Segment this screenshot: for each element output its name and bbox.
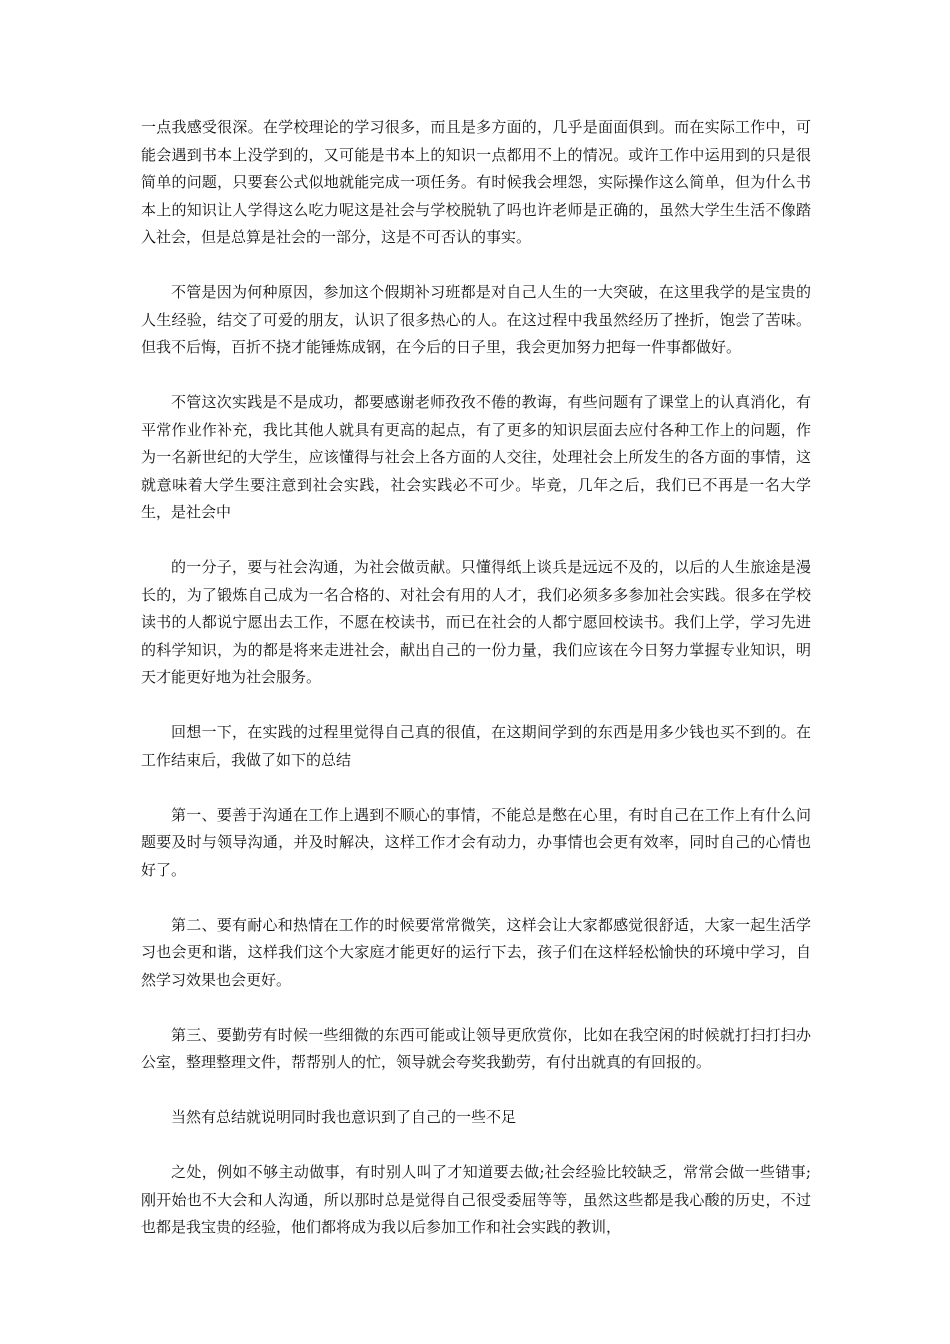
paragraph-8: 第三、要勤劳有时候一些细微的东西可能或让领导更欣赏你，比如在我空闲的时候就打扫打扫办公室，整理整理文件，帮帮别人的忙，领导就会夸奖我勤劳，有付出就真的有回报的。: [141, 1025, 811, 1071]
paragraph-6: 第一、要善于沟通在工作上遇到不顺心的事情，不能总是憋在心里，有时自己在工作上有什么问题要及时与领导沟通，并及时解决，这样工作才会有动力，办事情也会更有效率，同时自己的心情也好了。: [141, 805, 811, 879]
paragraph-10: 之处，例如不够主动做事，有时别人叫了才知道要去做;社会经验比较缺乏，常常会做一些错事;刚开始也不大会和人沟通，所以那时总是觉得自己很受委屈等等，虽然这些都是我心酸的历史，不过也都是我宝贵的经验，他们都将成为我以后参加工作和社会实践的教训，: [141, 1163, 811, 1236]
paragraph-5: 回想一下，在实践的过程里觉得自己真的很值，在这期间学到的东西是用多少钱也买不到的。在工作结束后，我做了如下的总结: [141, 723, 811, 769]
paragraph-9: 当然有总结就说明同时我也意识到了自己的一些不足: [171, 1108, 517, 1126]
paragraph-4: 的一分子，要与社会沟通，为社会做贡献。只懂得纸上谈兵是远远不及的，以后的人生旅途是漫长的，为了锻炼自己成为一名合格的、对社会有用的人才，我们必须多多参加社会实践。很多在学校读书的人都说宁愿出去工作，不愿在校读书，而已在社会的人都宁愿回校读书。我们上学，学习先进的科学知识，为的都是将来走进社会，献出自己的一份力量，我们应该在今日努力掌握专业知识，明天才能更好地为社会服务。: [141, 558, 811, 686]
paragraph-1: 一点我感受很深。在学校理论的学习很多，而且是多方面的，几乎是面面俱到。而在实际工作中，可能会遇到书本上没学到的，又可能是书本上的知识一点都用不上的情况。或许工作中运用到的只是很简单的问题，只要套公式似地就能完成一项任务。有时候我会埋怨，实际操作这么简单，但为什么书本上的知识让人学得这么吃力呢这是社会与学校脱轨了吗也许老师是正确的，虽然大学生生活不像踏入社会，但是总算是社会的一部分，这是不可否认的事实。: [141, 118, 811, 246]
document-body: [141, 114, 811, 1269]
paragraph-3: 不管这次实践是不是成功，都要感谢老师孜孜不倦的教诲，有些问题有了课堂上的认真消化，有平常作业作补充，我比其他人就具有更高的起点，有了更多的知识层面去应付各种工作上的问题，作为一名新世纪的大学生，应该懂得与社会上各方面的人交往，处理社会上所发生的各方面的事情，这就意味着大学生要注意到社会实践，社会实践必不可少。毕竟，几年之后，我们已不再是一名大学生，是社会中: [141, 393, 811, 521]
paragraph-2: 不管是因为何种原因，参加这个假期补习班都是对自己人生的一大突破，在这里我学的是宝贵的人生经验，结交了可爱的朋友，认识了很多热心的人。在这过程中我虽然经历了挫折，饱尝了苦味。但我不后悔，百折不挠才能锤炼成钢，在今后的日子里，我会更加努力把每一件事都做好。: [141, 283, 811, 356]
paragraph-7: 第二、要有耐心和热情在工作的时候要常常微笑，这样会让大家都感觉很舒适，大家一起生活学习也会更和谐，这样我们这个大家庭才能更好的运行下去，孩子们在这样轻松愉快的环境中学习，自然学习效果也会更好。: [141, 915, 811, 989]
